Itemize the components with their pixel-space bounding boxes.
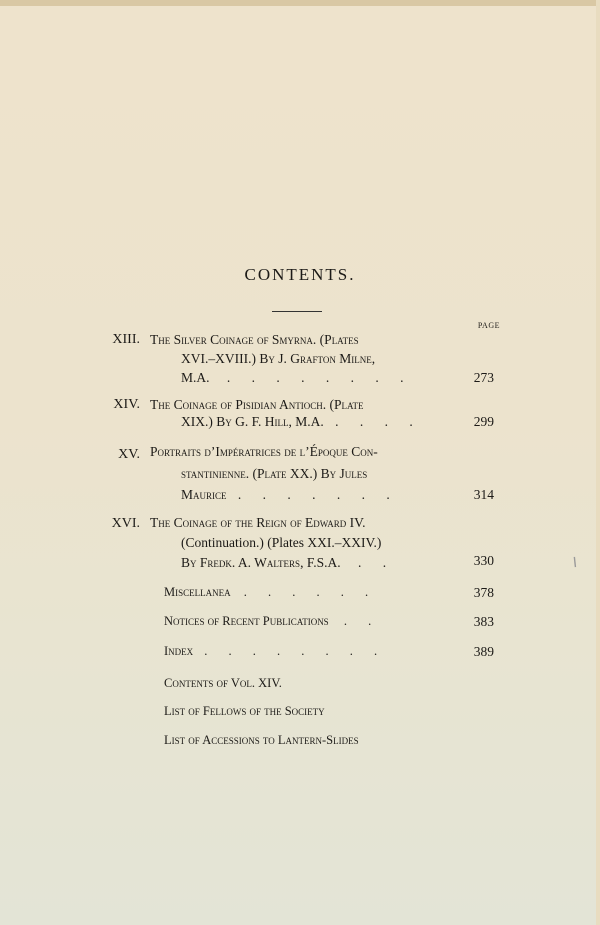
pencil-mark: I — [572, 554, 578, 572]
page-number: 330 — [473, 553, 494, 568]
page-column-label: PAGE — [477, 321, 500, 330]
page-number: 389 — [473, 644, 494, 659]
misc-entry — [164, 614, 380, 629]
misc-label: Index — [164, 644, 194, 658]
page-number: 314 — [473, 487, 494, 502]
misc-entry — [164, 733, 359, 748]
entry-numeral: XIV. — [113, 397, 140, 412]
entry-title-line: Portraits d’Impératrices de l’Époque Con- — [150, 444, 378, 459]
misc-entry — [164, 644, 386, 659]
dot-leaders: . . — [343, 614, 381, 628]
entry-title-line: The Coinage of Pisidian Antioch. (Plate — [150, 397, 364, 412]
page-edge-right — [596, 0, 600, 925]
contents-heading: CONTENTS. — [244, 265, 356, 284]
entry-title-line: M.A. — [181, 370, 210, 385]
entry-title-line: stantinienne. (Plate XX.) By Jules — [181, 466, 368, 481]
dot-leaders: . . . . . . — [243, 585, 378, 599]
entry-numeral: XIII. — [112, 332, 140, 347]
misc-entry — [164, 676, 282, 691]
entry-title-line: Maurice — [181, 487, 227, 502]
entry-title-line: (Continuation.) (Plates XXI.–XXIV.) — [181, 535, 382, 550]
entry-title-line: XIX.) By G. F. Hill, M.A. — [181, 414, 324, 429]
page-number: 378 — [473, 585, 494, 600]
misc-entry — [164, 585, 377, 600]
entry-numeral: XV. — [118, 447, 140, 462]
entry-title-line: XVI.–XVIII.) By J. Grafton Milne, — [181, 351, 376, 366]
entry-title-line: The Silver Coinage of Smyrna. (Plates — [150, 332, 359, 347]
dot-leaders: . . . . . . . . — [204, 644, 387, 658]
misc-label: List of Fellows of the Society — [164, 704, 325, 718]
entry-numeral: XVI. — [111, 516, 140, 531]
misc-label: Miscellanea — [164, 585, 231, 599]
page-edge — [0, 0, 600, 6]
dot-leaders: . . . . . . . . — [226, 370, 413, 385]
misc-label: List of Accessions to Lantern-Slides — [164, 733, 359, 747]
heading-rule — [272, 311, 322, 312]
entry-title-line: By Fredk. A. Walters, F.S.A. — [181, 555, 341, 570]
page-number: 299 — [473, 414, 494, 429]
misc-entry — [164, 704, 325, 719]
misc-label: Contents of Vol. XIV. — [164, 676, 282, 690]
dot-leaders: . . . . . . . — [237, 487, 399, 502]
dot-leaders: . . . . — [335, 414, 422, 429]
page-number: 383 — [473, 614, 494, 629]
page-number: 273 — [473, 370, 494, 385]
entry-title-line: The Coinage of the Reign of Edward IV. — [150, 515, 366, 530]
dot-leaders: . . — [358, 555, 396, 570]
misc-label: Notices of Recent Publications — [164, 614, 329, 628]
